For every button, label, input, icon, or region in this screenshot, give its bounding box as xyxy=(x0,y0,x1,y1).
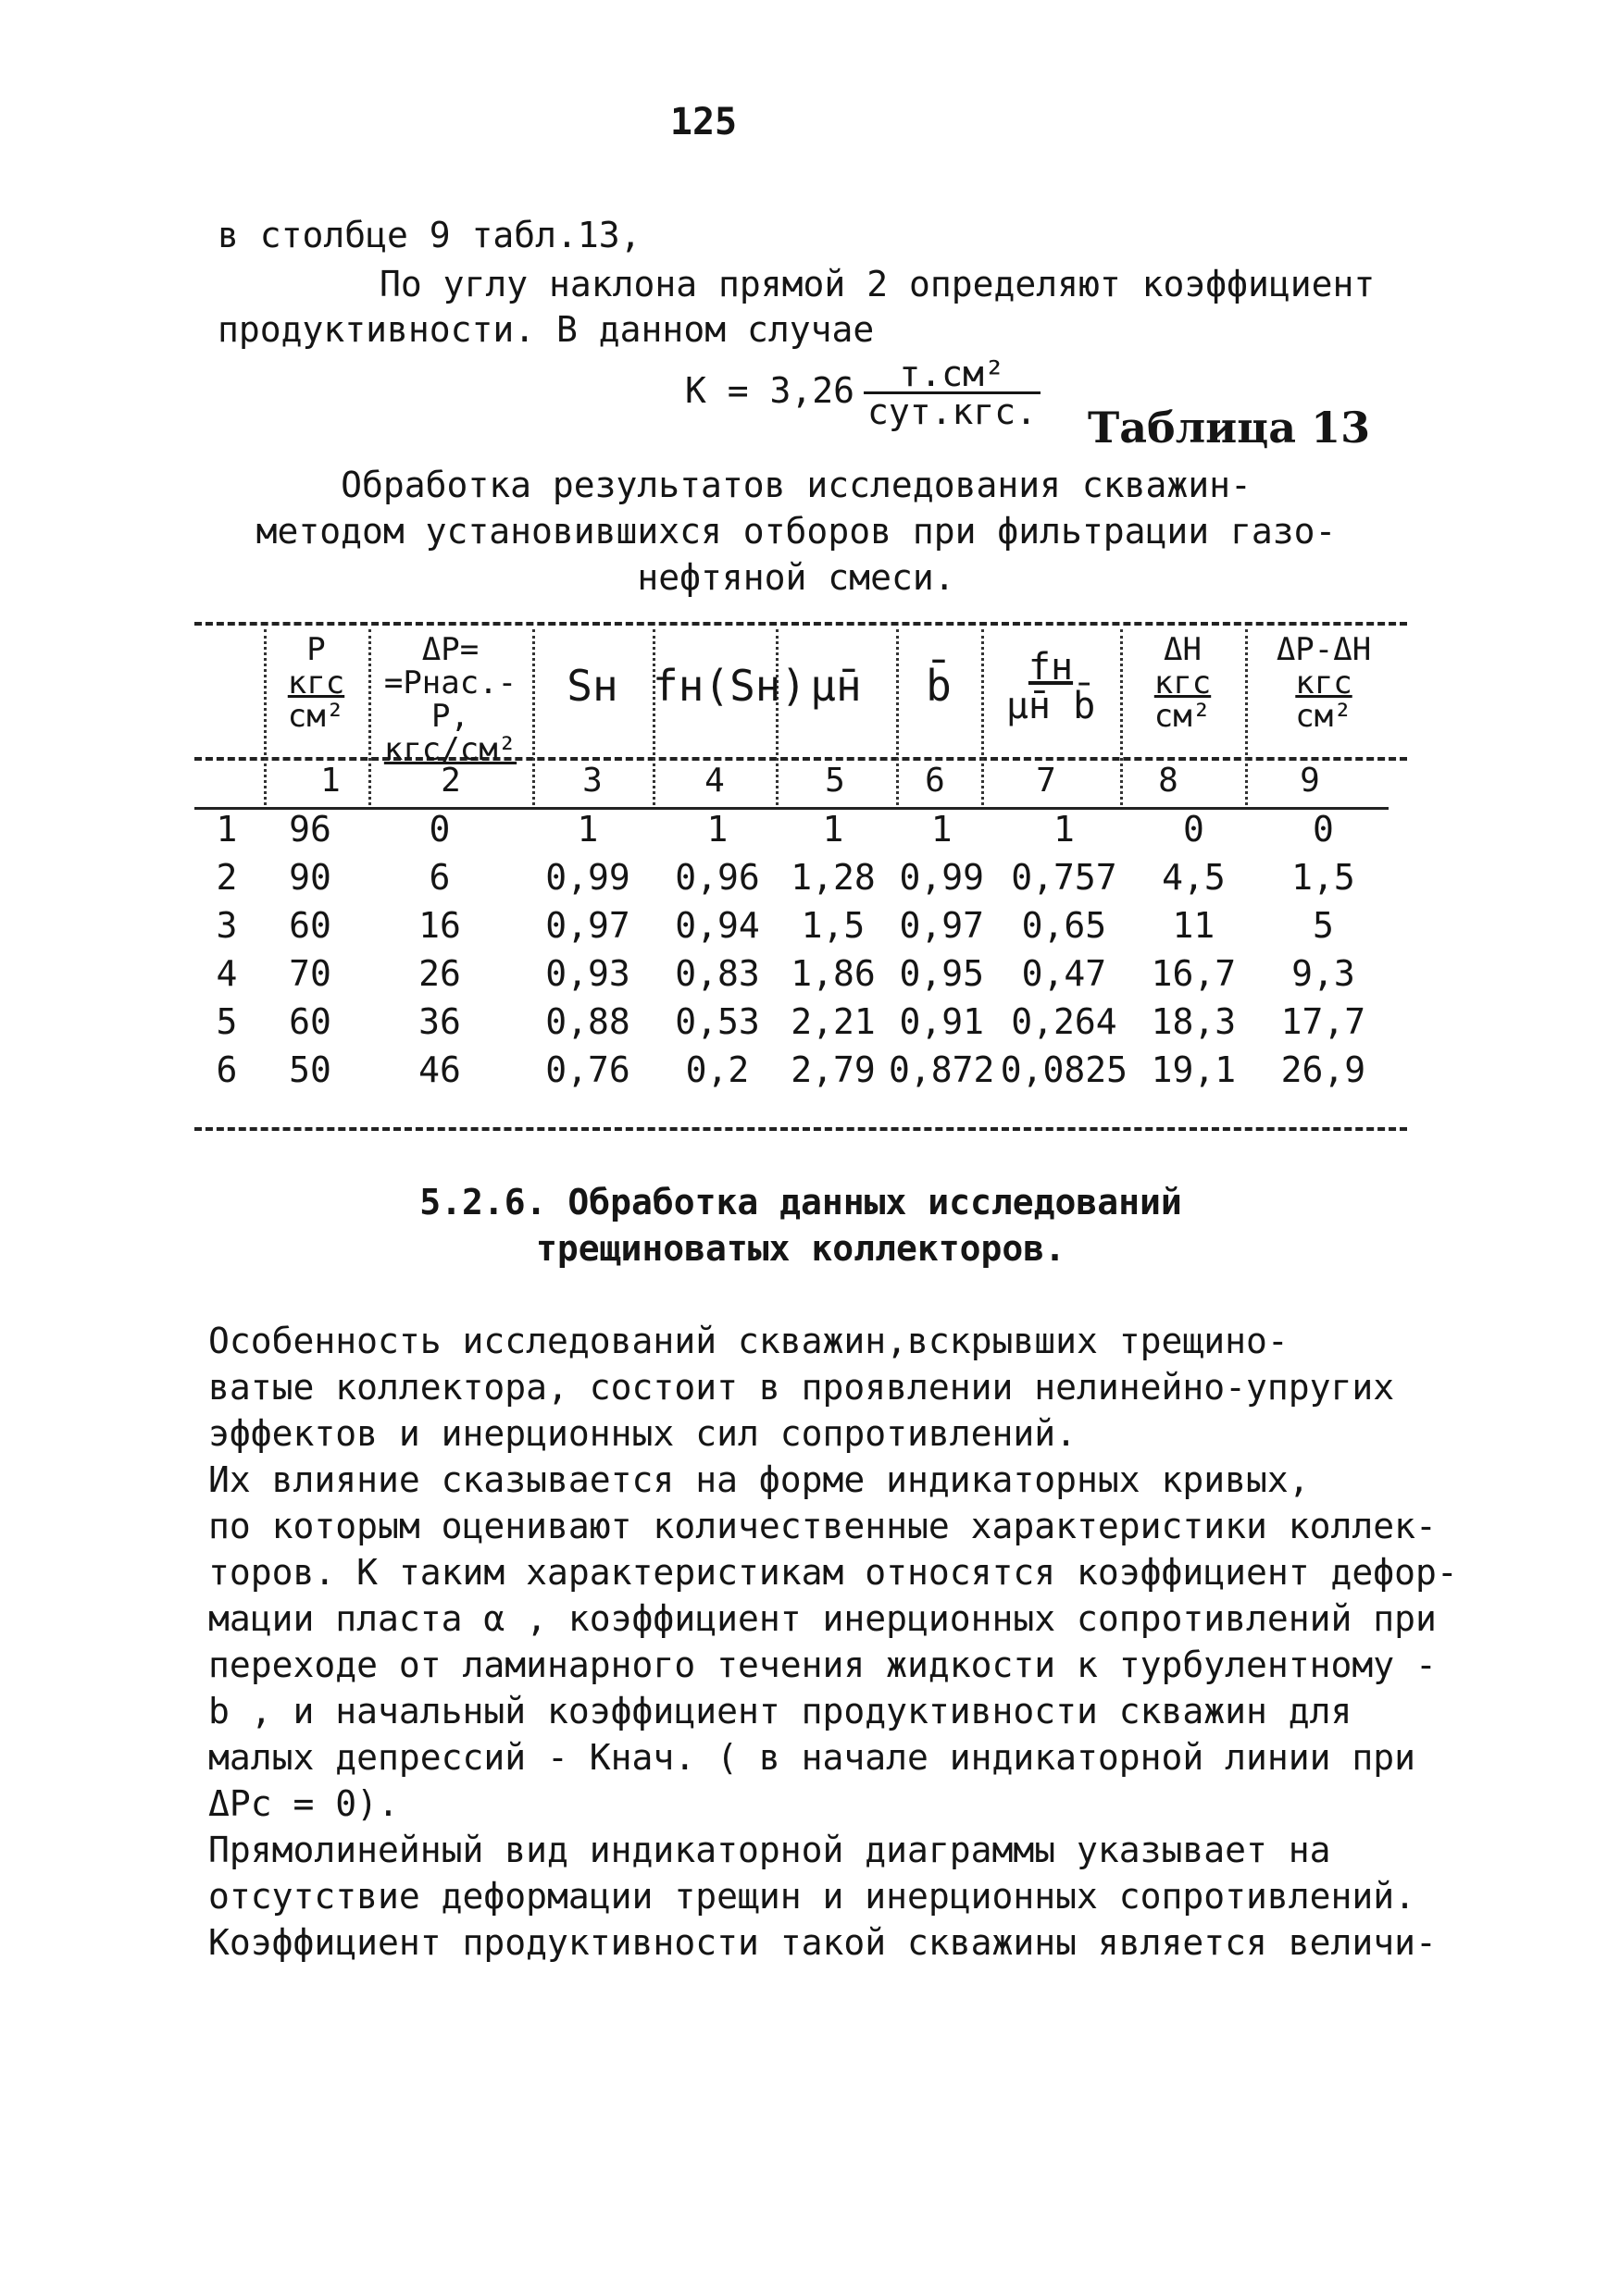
table-cell: 1,28 xyxy=(791,857,876,898)
column-number: 2 xyxy=(441,762,461,800)
table-cell: 0,757 xyxy=(1011,857,1117,898)
row-number: 3 xyxy=(216,905,238,946)
table-cell: 1 xyxy=(822,809,844,850)
table-cell: 26 xyxy=(418,953,461,994)
table-cell: 0,76 xyxy=(545,1049,630,1090)
body-line: Прямолинейный вид индикаторной диаграммы указывает на xyxy=(208,1830,1331,1870)
intro-line-3: продуктивности. В данном случае xyxy=(218,309,875,350)
formula-denominator: сут.кгс. xyxy=(867,391,1038,432)
table-cell: 0,97 xyxy=(545,905,630,946)
body-line: отсутствие деформации трещин и инерционных сопротивлений. xyxy=(208,1876,1416,1917)
table-cell: 0 xyxy=(429,809,451,850)
table-cell: 0,93 xyxy=(545,953,630,994)
table-row xyxy=(194,805,1392,853)
table-cell: 96 xyxy=(289,809,331,850)
table-cell: 16 xyxy=(418,905,461,946)
table-cell: 1 xyxy=(1053,809,1075,850)
table-top-rule xyxy=(194,622,1407,626)
header-delta-h: ΔH кгс см² xyxy=(1153,631,1212,735)
column-number: 5 xyxy=(825,762,845,800)
table-cell: 90 xyxy=(289,857,331,898)
header-pressure: P кгс см² xyxy=(287,631,345,735)
table-cell: 60 xyxy=(289,1001,331,1042)
table-cell: 0,47 xyxy=(1021,953,1107,994)
table-cell: 50 xyxy=(289,1049,331,1090)
body-line: торов. К таким характеристикам относятся коэффициент дефор- xyxy=(208,1552,1458,1593)
table-cell: 2,79 xyxy=(791,1049,876,1090)
table-row xyxy=(194,853,1392,901)
page-number: 125 xyxy=(669,101,738,143)
body-line: Особенность исследований скважин,вскрывших трещино- xyxy=(208,1321,1289,1361)
header-delta-p: ΔP= =Pнас.-P, кгс/см² xyxy=(383,631,517,768)
row-number: 6 xyxy=(216,1049,238,1090)
table-cell: 0,264 xyxy=(1011,1001,1117,1042)
body-line: малых депрессий - Кнач. ( в начале индикаторной линии при xyxy=(208,1737,1416,1778)
table-label: Таблица 13 xyxy=(1088,403,1371,453)
header-f-saturation: fн(Sн) xyxy=(653,661,807,711)
body-line: Их влияние сказывается на форме индикаторных кривых, xyxy=(208,1459,1310,1500)
table-row xyxy=(194,998,1392,1046)
table-cell: 0,65 xyxy=(1021,905,1107,946)
column-number: 8 xyxy=(1158,762,1178,800)
table-row xyxy=(194,901,1392,949)
body-line: Коэффициент продуктивности такой скважины является величи- xyxy=(208,1922,1437,1963)
column-number: 9 xyxy=(1300,762,1320,800)
column-number: 1 xyxy=(320,762,341,800)
header-delta-p-minus-h: ΔP-ΔH кгс см² xyxy=(1276,631,1372,735)
table-cell: 36 xyxy=(418,1001,461,1042)
column-number: 6 xyxy=(925,762,945,800)
table-cell: 0,96 xyxy=(675,857,760,898)
table-cell: 1 xyxy=(577,809,599,850)
table-cell: 1 xyxy=(706,809,729,850)
table-cell: 1 xyxy=(930,809,953,850)
table-cell: 0,91 xyxy=(899,1001,984,1042)
table-cell: 0,99 xyxy=(545,857,630,898)
table-cell: 46 xyxy=(418,1049,461,1090)
column-number: 3 xyxy=(582,762,603,800)
table-cell: 6 xyxy=(429,857,451,898)
formula-fraction xyxy=(864,354,1041,432)
table-body xyxy=(194,805,1392,1094)
table-cell: 9,3 xyxy=(1291,953,1355,994)
table-cell: 5 xyxy=(1312,905,1334,946)
table-caption-line-3: нефтяной смеси. xyxy=(637,557,955,598)
col-separator xyxy=(776,629,779,805)
col-separator xyxy=(532,629,535,805)
body-line: эффектов и инерционных сил сопротивлений. xyxy=(208,1413,1077,1454)
table-row xyxy=(194,1046,1392,1094)
row-number: 5 xyxy=(216,1001,238,1042)
col-separator xyxy=(653,629,655,805)
table-cell: 0,94 xyxy=(675,905,760,946)
table-cell: 0,872 xyxy=(889,1049,995,1090)
body-line: ΔPс = 0). xyxy=(208,1783,399,1824)
table-cell: 19,1 xyxy=(1151,1049,1237,1090)
table-cell: 0 xyxy=(1312,809,1334,850)
table-cell: 0 xyxy=(1182,809,1204,850)
intro-line-1: в столбце 9 табл.13, xyxy=(218,215,642,255)
formula-numerator: т.см² xyxy=(864,356,1041,394)
header-b: b̄ xyxy=(926,661,952,711)
row-number: 4 xyxy=(216,953,238,994)
table-cell: 0,83 xyxy=(675,953,760,994)
table-cell: 2,21 xyxy=(791,1001,876,1042)
table-caption-line-2: методом установившихся отборов при фильтрации газо- xyxy=(255,511,1337,552)
table-cell: 0,88 xyxy=(545,1001,630,1042)
header-viscosity: μ̄н xyxy=(810,661,862,711)
data-table xyxy=(194,805,1392,1094)
table-cell: 4,5 xyxy=(1162,857,1226,898)
table-cell: 17,7 xyxy=(1280,1001,1366,1042)
column-number: 7 xyxy=(1036,762,1056,800)
column-number: 4 xyxy=(704,762,725,800)
table-cell: 0,2 xyxy=(685,1049,750,1090)
table-cell: 11 xyxy=(1172,905,1215,946)
table-row xyxy=(194,949,1392,998)
formula xyxy=(685,354,1041,432)
formula-lhs: К = 3,26 xyxy=(685,370,855,411)
table-caption-line-1: Обработка результатов исследования скважин- xyxy=(341,465,1252,505)
table-cell: 1,5 xyxy=(1291,857,1355,898)
table-cell: 0,0825 xyxy=(1000,1049,1128,1090)
table-cell: 16,7 xyxy=(1151,953,1237,994)
header-ratio: fн μ̄н b̄ xyxy=(1005,646,1096,727)
section-heading-line-2: трещиноватых коллекторов. xyxy=(536,1228,1065,1269)
body-line: ватые коллектора, состоит в проявлении нелинейно-упругих xyxy=(208,1367,1395,1408)
table-cell: 1,86 xyxy=(791,953,876,994)
table-cell: 26,9 xyxy=(1280,1049,1366,1090)
row-number: 1 xyxy=(216,809,238,850)
body-line: по которым оценивают количественные характеристики коллек- xyxy=(208,1506,1437,1546)
table-cell: 60 xyxy=(289,905,331,946)
body-line: мации пласта α , коэффициент инерционных сопротивлений при xyxy=(208,1598,1437,1639)
intro-line-2: По углу наклона прямой 2 определяют коэффициент xyxy=(380,264,1376,304)
table-bottom-rule xyxy=(194,1127,1407,1131)
section-heading-line-1: 5.2.6. Обработка данных исследований xyxy=(419,1182,1182,1222)
table-cell: 70 xyxy=(289,953,331,994)
table-cell: 18,3 xyxy=(1151,1001,1237,1042)
table-cell: 0,99 xyxy=(899,857,984,898)
table-cell: 0,95 xyxy=(899,953,984,994)
body-line: b , и начальный коэффициент продуктивности скважин для xyxy=(208,1691,1352,1731)
table-cell: 1,5 xyxy=(801,905,866,946)
header-saturation: Sн xyxy=(567,661,618,711)
table-cell: 0,53 xyxy=(675,1001,760,1042)
table-cell: 0,97 xyxy=(899,905,984,946)
row-number: 2 xyxy=(216,857,238,898)
body-line: переходе от ламинарного течения жидкости к турбулентному - xyxy=(208,1644,1437,1685)
